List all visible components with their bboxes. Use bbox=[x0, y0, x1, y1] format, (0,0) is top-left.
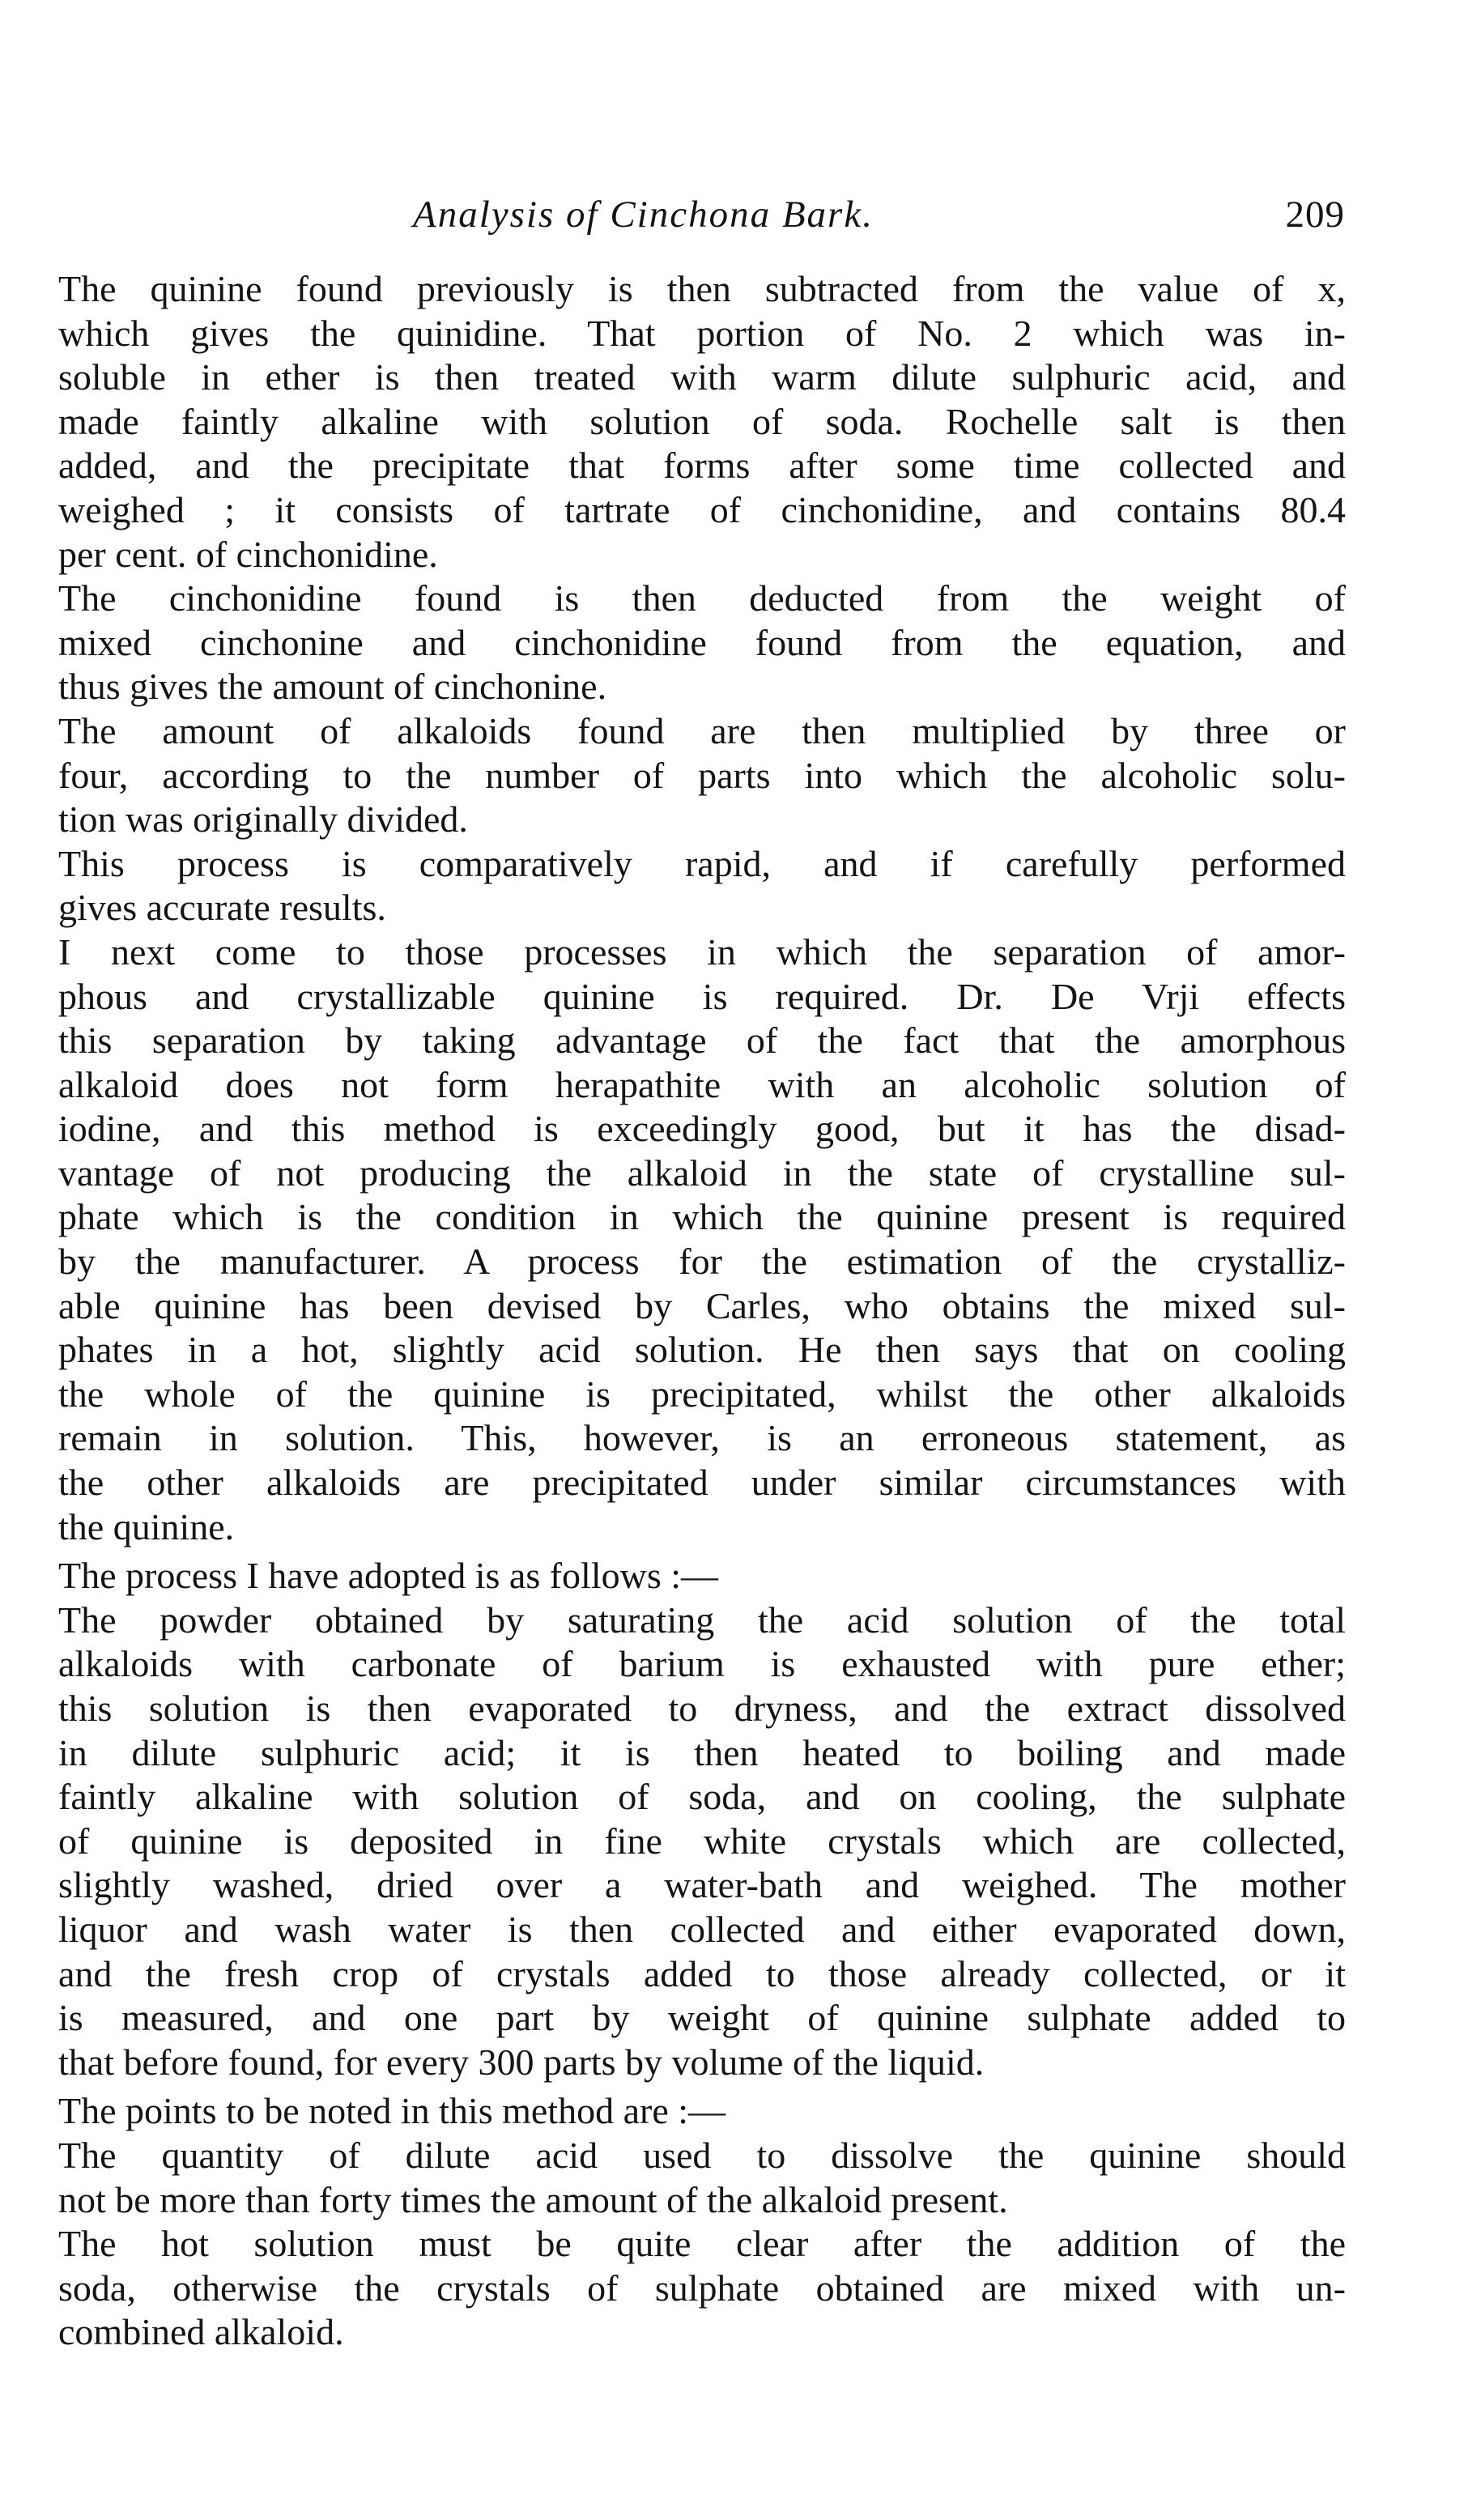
text-line: phate which is the condition in which the quinine present is required bbox=[58, 1196, 1346, 1238]
text-line: phous and crystallizable quinine is required. Dr. De Vrji effects bbox=[58, 975, 1346, 1017]
text-line: This process is comparatively rapid, and if carefully performed bbox=[58, 842, 1346, 884]
text-line: combined alkaloid. bbox=[58, 2311, 344, 2353]
text-line: The quinine found previously is then subtracted from the value of x, bbox=[58, 268, 1346, 309]
text-line: able quinine has been devised by Carles, who obtains the mixed sul- bbox=[58, 1284, 1346, 1326]
text-line: alkaloid does not form herapathite with an alcoholic solution of bbox=[58, 1063, 1346, 1105]
text-line: iodine, and this method is exceedingly good, but it has the disad- bbox=[58, 1108, 1346, 1150]
text-line: is measured, and one part by weight of quinine sulphate added to bbox=[58, 1997, 1346, 2039]
text-line: gives accurate results. bbox=[58, 887, 386, 929]
text-line: not be more than forty times the amount of the alkaloid present. bbox=[58, 2178, 1008, 2220]
text-line: soda, otherwise the crystals of sulphate obtained are mixed with un- bbox=[58, 2267, 1346, 2309]
text-line: remain in solution. This, however, is an erroneous statement, as bbox=[58, 1417, 1346, 1459]
text-line: mixed cinchonine and cinchonidine found from the equation, and bbox=[58, 621, 1346, 663]
running-head: Analysis of Cinchona Bark. bbox=[413, 194, 874, 236]
text-line: by the manufacturer. A process for the estimation of the crystalliz- bbox=[58, 1241, 1346, 1283]
text-line: made faintly alkaline with solution of soda. Rochelle salt is then bbox=[58, 400, 1346, 442]
text-line: and the fresh crop of crystals added to those already collected, or it bbox=[58, 1952, 1346, 1994]
text-line: this separation by taking advantage of the fact that the amorphous bbox=[58, 1019, 1346, 1062]
text-line: tion was originally divided. bbox=[58, 798, 468, 841]
text-line: vantage of not producing the alkaloid in the state of crystalline sul- bbox=[58, 1151, 1346, 1194]
text-line: slightly washed, dried over a water-bath and weighed. The mother bbox=[58, 1864, 1346, 1906]
text-line: soluble in ether is then treated with warm dilute sulphuric acid, and bbox=[58, 356, 1346, 398]
body-text bbox=[58, 267, 1346, 2355]
text-line: The process I have adopted is as follows :— bbox=[58, 1555, 719, 1597]
text-line: thus gives the amount of cinchonine. bbox=[58, 666, 607, 708]
text-line: alkaloids with carbonate of barium is exhausted with pure ether; bbox=[58, 1643, 1346, 1685]
text-line: added, and the precipitate that forms after some time collected and bbox=[58, 445, 1346, 487]
text-line: The amount of alkaloids found are then multiplied by three or bbox=[58, 709, 1346, 751]
text-line: The cinchonidine found is then deducted from the weight of bbox=[58, 577, 1346, 619]
text-line: the whole of the quinine is precipitated, whilst the other alkaloids bbox=[58, 1373, 1346, 1415]
text-line: of quinine is deposited in fine white crystals which are collected, bbox=[58, 1820, 1346, 1862]
text-line: The powder obtained by saturating the acid solution of the total bbox=[58, 1598, 1346, 1641]
text-line: that before found, for every 300 parts by volume of the liquid. bbox=[58, 2041, 985, 2083]
text-line: four, according to the number of parts into which the alcoholic solu- bbox=[58, 754, 1346, 796]
text-line: liquor and wash water is then collected and either evaporated down, bbox=[58, 1908, 1346, 1950]
text-line: I next come to those processes in which the separation of amor- bbox=[58, 930, 1346, 973]
text-line: in dilute sulphuric acid; it is then heated to boiling and made bbox=[58, 1731, 1346, 1773]
text-line: The hot solution must be quite clear after the addition of the bbox=[58, 2223, 1346, 2265]
text-line: The points to be noted in this method are :— bbox=[58, 2090, 726, 2132]
text-line: this solution is then evaporated to dryness, and the extract dissolved bbox=[58, 1688, 1346, 1729]
text-line: per cent. of cinchonidine. bbox=[58, 533, 438, 575]
text-line: weighed ; it consists of tartrate of cinchonidine, and contains 80.4 bbox=[58, 488, 1346, 530]
text-line: The quantity of dilute acid used to dissolve the quinine should bbox=[58, 2134, 1346, 2176]
text-line: faintly alkaline with solution of soda, and on cooling, the sulphate bbox=[58, 1776, 1346, 1818]
text-line: phates in a hot, slightly acid solution. He then says that on cooling bbox=[58, 1329, 1346, 1371]
page-number: 209 bbox=[1285, 194, 1345, 236]
text-line: the quinine. bbox=[58, 1505, 235, 1547]
text-line: the other alkaloids are precipitated under similar circumstances with bbox=[58, 1462, 1346, 1504]
text-line: which gives the quinidine. That portion of No. 2 which was in- bbox=[58, 312, 1346, 354]
